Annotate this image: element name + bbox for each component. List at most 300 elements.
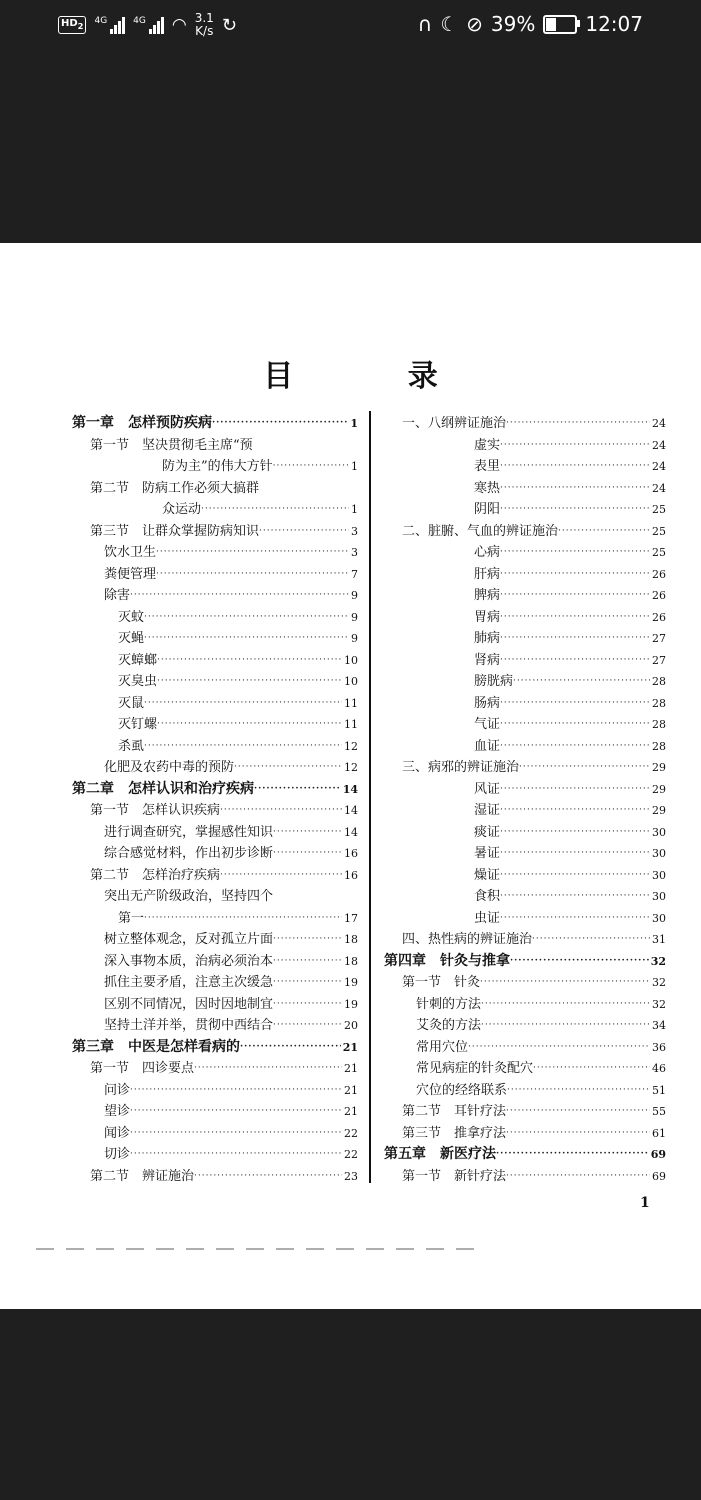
toc-entry-title: 第二节 防病工作必须大搞群 xyxy=(90,480,260,496)
toc-leader-dots xyxy=(481,994,650,1016)
toc-entry-page: 22 xyxy=(344,1148,358,1161)
toc-entry-title: 四、热性病的辨证施治 xyxy=(402,932,533,947)
toc-entry-page: 9 xyxy=(351,589,358,602)
toc-leader-dots xyxy=(500,628,650,650)
toc-entry-page: 26 xyxy=(652,610,666,624)
toc-entry-page: 28 xyxy=(652,739,666,753)
toc-entry[interactable] xyxy=(72,650,358,672)
toc-entry-page: 12 xyxy=(344,761,358,774)
toc-entry-title: 灭臭虫 xyxy=(118,674,158,689)
toc-entry-title: 灭蝇 xyxy=(118,631,145,646)
toc-leader-dots xyxy=(144,607,349,629)
toc-entry[interactable] xyxy=(384,994,666,1016)
toc-entry[interactable] xyxy=(72,951,358,973)
toc-entry-page: 23 xyxy=(344,1169,358,1183)
toc-entry-title: 常用穴位 xyxy=(416,1039,469,1055)
page-number: 1 xyxy=(640,1195,650,1211)
toc-leader-dots xyxy=(144,908,342,930)
toc-entry-page: 36 xyxy=(652,1040,666,1054)
toc-entry-title: 防为主”的伟大方针 xyxy=(162,459,273,474)
toc-leader-dots xyxy=(513,671,650,693)
toc-entry-title: 风证 xyxy=(474,781,501,797)
toc-entry[interactable] xyxy=(72,1015,358,1037)
toc-leader-dots xyxy=(519,757,650,779)
toc-entry-page xyxy=(356,478,358,500)
toc-leader-dots xyxy=(510,951,649,973)
toc-entry-title: 肺病 xyxy=(474,631,501,646)
toc-leader-dots xyxy=(273,456,349,478)
toc-entry-page: 21 xyxy=(342,1040,358,1054)
toc-entry-title: 闻诊 xyxy=(104,1125,131,1141)
toc-leader-dots xyxy=(506,1101,650,1123)
document-page[interactable] xyxy=(0,243,701,1309)
toc-entry[interactable] xyxy=(384,650,666,672)
toc-entry-title: 进行调查研究，掌握感性知识 xyxy=(104,824,274,840)
toc-leader-dots xyxy=(500,886,650,908)
toc-entry-title: 区别不同情况，因时因地制宜 xyxy=(104,996,274,1012)
toc-entry-title: 食积 xyxy=(474,889,501,904)
toc-entry[interactable] xyxy=(72,542,358,564)
toc-entry-page: 24 xyxy=(652,417,666,430)
toc-entry-page: 55 xyxy=(652,1105,666,1118)
toc-entry[interactable] xyxy=(384,521,666,543)
toc-leader-dots xyxy=(507,1080,650,1102)
toc-entry-title: 问诊 xyxy=(104,1082,131,1098)
moon-icon: ☾ xyxy=(440,12,459,36)
toc-entry-title: 二、脏腑、气血的辨证施治 xyxy=(402,523,559,539)
toc-entry-title: 暑证 xyxy=(474,846,501,861)
toc-leader-dots xyxy=(157,671,342,693)
toc-entry[interactable] xyxy=(72,1144,358,1166)
toc-leader-dots xyxy=(130,1080,342,1102)
toc-leader-dots xyxy=(480,972,650,994)
toc-entry[interactable] xyxy=(72,929,358,951)
toc-entry-title: 穴位的经络联系 xyxy=(416,1082,508,1098)
signal-icon xyxy=(94,16,125,34)
toc-leader-dots xyxy=(496,1144,649,1166)
toc-entry-page: 29 xyxy=(652,804,666,817)
toc-entry-title: 第一章 怎样预防疾病 xyxy=(72,415,212,431)
toc-leader-dots xyxy=(500,585,650,607)
toc-entry-page: 30 xyxy=(652,825,666,839)
toc-entry-title: 肾病 xyxy=(474,652,501,668)
toc-entry[interactable] xyxy=(384,1080,666,1102)
toc-entry[interactable] xyxy=(72,779,358,801)
toc-leader-dots xyxy=(532,929,650,951)
toc-leader-dots xyxy=(500,736,650,758)
toc-entry-title: 第二节 辨证施治 xyxy=(90,1168,195,1184)
toc-leader-dots xyxy=(194,1058,342,1080)
toc-entry[interactable] xyxy=(384,779,666,801)
toc-entry-title: 第五章 新医疗法 xyxy=(384,1146,496,1162)
toc-entry-title: 突出无产阶级政治，坚持四个 xyxy=(104,889,274,904)
toc-entry-title: 阴阳 xyxy=(474,502,501,517)
toc-entry-title: 第三节 推拿疗法 xyxy=(402,1125,507,1141)
toc-entry[interactable] xyxy=(72,736,358,758)
toc-entry[interactable] xyxy=(72,521,358,543)
toc-entry-title: 气证 xyxy=(474,717,501,732)
toc-entry-title: 脾病 xyxy=(474,588,501,603)
toc-entry[interactable] xyxy=(384,714,666,736)
toc-leader-dots xyxy=(468,1037,650,1059)
toc-leader-dots xyxy=(220,865,342,887)
toc-entry-title: 切诊 xyxy=(104,1147,131,1162)
toc-entry-page: 1 xyxy=(351,460,358,473)
toc-leader-dots xyxy=(500,456,650,478)
toc-entry-page: 28 xyxy=(652,718,666,731)
toc-entry-title: 众运动 xyxy=(162,502,202,517)
toc-entry[interactable] xyxy=(72,843,358,865)
toc-entry-title: 抓住主要矛盾，注意主次缓急 xyxy=(104,975,274,990)
toc-entry[interactable] xyxy=(384,1144,666,1166)
toc-leader-dots xyxy=(481,1015,650,1037)
toc-entry-page: 20 xyxy=(344,1019,358,1032)
toc-leader-dots xyxy=(500,822,650,844)
toc-entry[interactable] xyxy=(384,456,666,478)
toc-entry-page: 29 xyxy=(652,782,666,796)
toc-leader-dots xyxy=(273,1015,342,1037)
toc-entry-page: 9 xyxy=(351,632,358,645)
toc-entry-title: 寒热 xyxy=(474,480,501,496)
toc-entry-page: 9 xyxy=(351,610,358,624)
toc-entry[interactable] xyxy=(384,1058,666,1080)
toc-leader-dots xyxy=(500,693,650,715)
toc-entry-page: 25 xyxy=(652,524,666,538)
toc-entry-page: 30 xyxy=(652,847,666,860)
toc-leader-dots xyxy=(157,650,342,672)
toc-entry-title: 第一节 四诊要点 xyxy=(90,1061,195,1076)
toc-leader-dots xyxy=(130,585,349,607)
mute-bell-icon: ⊘ xyxy=(466,12,483,36)
toc-leader-dots xyxy=(273,886,356,908)
toc-entry[interactable] xyxy=(384,908,666,930)
toc-leader-dots xyxy=(500,478,650,500)
toc-entry[interactable] xyxy=(384,607,666,629)
toc-entry[interactable] xyxy=(72,499,358,521)
signal-icon-2 xyxy=(133,16,164,34)
headset-icon: ∩ xyxy=(417,12,433,36)
column-divider xyxy=(369,411,371,1183)
toc-entry-page xyxy=(356,886,358,908)
toc-entry-title: 粪便管理 xyxy=(104,566,157,582)
toc-leader-dots xyxy=(259,521,349,543)
toc-entry-page: 30 xyxy=(652,868,666,882)
toc-leader-dots xyxy=(273,994,342,1016)
toc-leader-dots xyxy=(234,757,342,779)
toc-entry[interactable] xyxy=(384,542,666,564)
toc-entry-title: 一、八纲辨证施治 xyxy=(402,416,507,431)
toc-entry[interactable] xyxy=(72,564,358,586)
toc-entry-page: 19 xyxy=(344,976,358,989)
toc-entry[interactable] xyxy=(72,585,358,607)
toc-entry-page: 21 xyxy=(344,1083,358,1097)
toc-entry-page xyxy=(356,435,358,457)
toc-leader-dots xyxy=(500,607,650,629)
status-bar xyxy=(0,0,701,52)
toc-entry[interactable] xyxy=(384,693,666,715)
toc-entry-title: 第二节 怎样治疗疾病 xyxy=(90,867,221,883)
toc-leader-dots xyxy=(273,843,342,865)
battery-icon xyxy=(543,15,577,34)
toc-entry-page: 7 xyxy=(351,567,358,581)
toc-entry-title: 肝病 xyxy=(474,566,501,582)
toc-entry-page: 3 xyxy=(351,546,358,559)
toc-entry[interactable] xyxy=(72,1037,358,1059)
toc-entry-page: 12 xyxy=(344,739,358,753)
toc-entry[interactable] xyxy=(72,478,358,500)
toc-leader-dots xyxy=(500,564,650,586)
toc-entry[interactable] xyxy=(384,951,666,973)
toc-entry-page: 28 xyxy=(652,696,666,710)
toc-entry[interactable] xyxy=(384,1015,666,1037)
toc-leader-dots xyxy=(156,564,349,586)
toc-entry[interactable] xyxy=(384,628,666,650)
toc-entry[interactable] xyxy=(384,1037,666,1059)
network-type-1: 4G xyxy=(94,16,108,26)
toc-entry-page: 1 xyxy=(351,503,358,516)
page-title: 目 录 xyxy=(263,359,490,394)
toc-leader-dots xyxy=(500,843,650,865)
toc-entry-page: 34 xyxy=(652,1019,666,1032)
toc-entry-title: 胃病 xyxy=(474,609,501,625)
toc-entry-page: 10 xyxy=(344,653,358,667)
toc-entry-page: 29 xyxy=(652,761,666,774)
toc-entry-title: 虫证 xyxy=(474,910,501,926)
toc-entry[interactable] xyxy=(72,757,358,779)
toc-entry-page: 24 xyxy=(652,460,666,473)
toc-entry-title: 湿证 xyxy=(474,803,501,818)
toc-entry-title: 第一节 针灸 xyxy=(402,975,481,990)
toc-leader-dots xyxy=(273,972,342,994)
toc-leader-dots xyxy=(500,779,650,801)
toc-entry-title: 灭鼠 xyxy=(118,695,145,711)
toc-entry-page: 22 xyxy=(344,1126,358,1140)
toc-entry-page: 11 xyxy=(344,718,358,731)
toc-entry-title: 心病 xyxy=(474,545,501,560)
toc-entry[interactable] xyxy=(72,908,358,930)
battery-percent: 39% xyxy=(490,12,536,36)
toc-entry-page: 32 xyxy=(650,954,666,968)
toc-leader-dots xyxy=(254,779,341,801)
toc-leader-dots xyxy=(500,908,650,930)
toc-entry-title: 第一节 怎样认识疾病 xyxy=(90,803,221,818)
toc-entry[interactable] xyxy=(384,865,666,887)
toc-leader-dots xyxy=(240,1037,341,1059)
toc-leader-dots xyxy=(500,650,650,672)
toc-entry[interactable] xyxy=(72,1123,358,1145)
toc-entry-page: 51 xyxy=(652,1083,666,1097)
toc-entry[interactable] xyxy=(384,435,666,457)
toc-right-column xyxy=(384,413,666,1187)
toc-entry-title: 深入事物本质，治病必须治本 xyxy=(104,953,274,969)
toc-leader-dots xyxy=(500,865,650,887)
toc-entry-title: 第一节 新针疗法 xyxy=(402,1168,507,1184)
toc-leader-dots xyxy=(533,1058,650,1080)
toc-entry-title: 饮水卫生 xyxy=(104,545,157,560)
toc-entry[interactable] xyxy=(72,671,358,693)
toc-entry[interactable] xyxy=(384,822,666,844)
toc-leader-dots xyxy=(220,800,342,822)
toc-leader-dots xyxy=(130,1101,342,1123)
toc-entry[interactable] xyxy=(384,972,666,994)
toc-entry[interactable] xyxy=(72,1101,358,1123)
toc-entry[interactable] xyxy=(384,929,666,951)
toc-entry-page: 25 xyxy=(652,503,666,516)
toc-entry-title: 第一 xyxy=(118,910,145,926)
status-right xyxy=(418,12,643,36)
toc-entry-page: 46 xyxy=(652,1062,666,1075)
status-left xyxy=(58,12,237,38)
toc-leader-dots xyxy=(273,822,342,844)
toc-entry[interactable] xyxy=(72,435,358,457)
toc-entry-title: 灭蟑螂 xyxy=(118,652,158,668)
toc-entry-title: 杀虱 xyxy=(118,738,145,754)
toc-entry-page: 24 xyxy=(652,481,666,495)
toc-entry-title: 灭蚊 xyxy=(118,609,145,625)
toc-entry-page: 27 xyxy=(652,653,666,667)
toc-entry[interactable] xyxy=(384,1166,666,1188)
toc-entry-page: 3 xyxy=(351,524,358,538)
toc-entry-title: 望诊 xyxy=(104,1104,131,1119)
toc-left-column xyxy=(72,413,358,1187)
network-type-2: 4G xyxy=(133,16,146,26)
toc-entry[interactable] xyxy=(384,564,666,586)
toc-leader-dots xyxy=(500,435,650,457)
toc-entry[interactable] xyxy=(72,822,358,844)
toc-leader-dots xyxy=(273,929,342,951)
toc-entry-page: 14 xyxy=(344,804,358,817)
toc-entry[interactable] xyxy=(384,1101,666,1123)
toc-leader-dots xyxy=(506,1123,650,1145)
toc-leader-dots xyxy=(500,542,650,564)
toc-entry[interactable] xyxy=(72,972,358,994)
toc-entry[interactable] xyxy=(384,757,666,779)
toc-entry[interactable] xyxy=(72,413,358,435)
toc-entry-page: 18 xyxy=(344,933,358,946)
toc-entry-title: 血证 xyxy=(474,738,501,754)
toc-entry-page: 19 xyxy=(344,997,358,1011)
toc-entry-page: 16 xyxy=(344,868,358,882)
toc-entry-page: 11 xyxy=(344,696,358,710)
toc-entry-page: 14 xyxy=(342,782,358,796)
toc-entry-title: 第二节 耳针疗法 xyxy=(402,1104,507,1119)
toc-entry-title: 树立整体观念，反对孤立片面 xyxy=(104,932,274,947)
toc-leader-dots xyxy=(144,736,342,758)
toc-entry-page: 17 xyxy=(344,911,358,925)
hd-voice-icon: $HD_2$ xyxy=(58,16,86,34)
toc-entry-title: 第三节 让群众掌握防病知识 xyxy=(90,523,260,539)
toc-entry-title: 第四章 针灸与推拿 xyxy=(384,952,510,969)
toc-entry-title: 灭钉螺 xyxy=(118,717,158,732)
toc-entry-page: 32 xyxy=(652,976,666,989)
toc-leader-dots xyxy=(506,1166,650,1188)
toc-entry-page: 28 xyxy=(652,675,666,688)
toc-entry[interactable] xyxy=(72,994,358,1016)
toc-entry-title: 表里 xyxy=(474,459,501,474)
toc-entry[interactable] xyxy=(72,714,358,736)
toc-entry-title: 坚持土洋并举，贯彻中西结合 xyxy=(104,1018,274,1033)
toc-leader-dots xyxy=(500,499,650,521)
toc-entry-page: 26 xyxy=(652,589,666,602)
toc-entry[interactable] xyxy=(384,585,666,607)
toc-leader-dots xyxy=(500,714,650,736)
toc-entry-title: 痰证 xyxy=(474,824,501,840)
toc-entry-title: 第三章 中医是怎样看病的 xyxy=(72,1038,240,1055)
toc-entry-page: 69 xyxy=(650,1148,666,1161)
toc-entry-page: 1 xyxy=(350,417,358,430)
toc-entry[interactable] xyxy=(72,886,358,908)
toc-entry-page: 31 xyxy=(652,933,666,946)
toc-entry[interactable] xyxy=(384,499,666,521)
toc-entry-page: 21 xyxy=(344,1105,358,1118)
toc-entry-page: 16 xyxy=(344,847,358,860)
toc-entry[interactable] xyxy=(72,1166,358,1188)
toc-leader-dots xyxy=(212,413,348,435)
toc-entry-title: 化肥及农药中毒的预防 xyxy=(104,760,235,775)
toc-leader-dots xyxy=(500,800,650,822)
toc-entry-page: 14 xyxy=(344,825,358,839)
toc-entry[interactable] xyxy=(72,865,358,887)
toc-entry[interactable] xyxy=(72,693,358,715)
toc-entry[interactable] xyxy=(72,1058,358,1080)
toc-entry-page: 32 xyxy=(652,997,666,1011)
toc-entry[interactable] xyxy=(72,607,358,629)
toc-entry-title: 三、病邪的辨证施治 xyxy=(402,760,520,775)
toc-entry[interactable] xyxy=(72,800,358,822)
toc-entry-page: 18 xyxy=(344,954,358,968)
toc-entry[interactable] xyxy=(384,843,666,865)
toc-entry-title: 燥证 xyxy=(474,867,501,883)
toc-entry[interactable] xyxy=(384,886,666,908)
scan-artifact xyxy=(36,1248,486,1250)
toc-leader-dots xyxy=(130,1123,342,1145)
toc-entry[interactable] xyxy=(384,671,666,693)
toc-entry[interactable] xyxy=(384,800,666,822)
toc-entry-page: 69 xyxy=(652,1169,666,1183)
toc-leader-dots xyxy=(156,542,349,564)
toc-entry[interactable] xyxy=(384,1123,666,1145)
clock: 12:07 xyxy=(585,12,643,36)
toc-leader-dots xyxy=(194,1166,342,1188)
toc-entry-page: 30 xyxy=(652,890,666,903)
toc-leader-dots xyxy=(259,478,356,500)
toc-leader-dots xyxy=(506,413,650,435)
toc-entry-page: 27 xyxy=(652,632,666,645)
toc-entry-page: 24 xyxy=(652,438,666,452)
toc-entry-title: 第一节 坚决贯彻毛主席“预 xyxy=(90,437,253,453)
toc-entry-page: 25 xyxy=(652,546,666,559)
toc-entry-page: 30 xyxy=(652,911,666,925)
toc-entry-page: 21 xyxy=(344,1062,358,1075)
toc-entry[interactable] xyxy=(72,1080,358,1102)
toc-entry-page: 26 xyxy=(652,567,666,581)
toc-entry-title: 除害 xyxy=(104,588,131,603)
toc-entry-title: 虚实 xyxy=(474,437,501,453)
toc-entry-title: 艾灸的方法 xyxy=(416,1018,482,1033)
toc-entry[interactable] xyxy=(384,736,666,758)
toc-leader-dots xyxy=(130,1144,342,1166)
toc-entry-title: 针刺的方法 xyxy=(416,996,482,1012)
toc-entry[interactable] xyxy=(384,413,666,435)
toc-entry-title: 常见病症的针灸配穴 xyxy=(416,1061,534,1076)
toc-entry-title: 综合感觉材料，作出初步诊断 xyxy=(104,846,274,861)
toc-entry[interactable] xyxy=(72,456,358,478)
toc-entry[interactable] xyxy=(384,478,666,500)
toc-leader-dots xyxy=(273,951,342,973)
toc-entry[interactable] xyxy=(72,628,358,650)
toc-entry-title: 肠病 xyxy=(474,695,501,711)
toc-entry-title: 第二章 怎样认识和治疗疾病 xyxy=(72,780,254,797)
